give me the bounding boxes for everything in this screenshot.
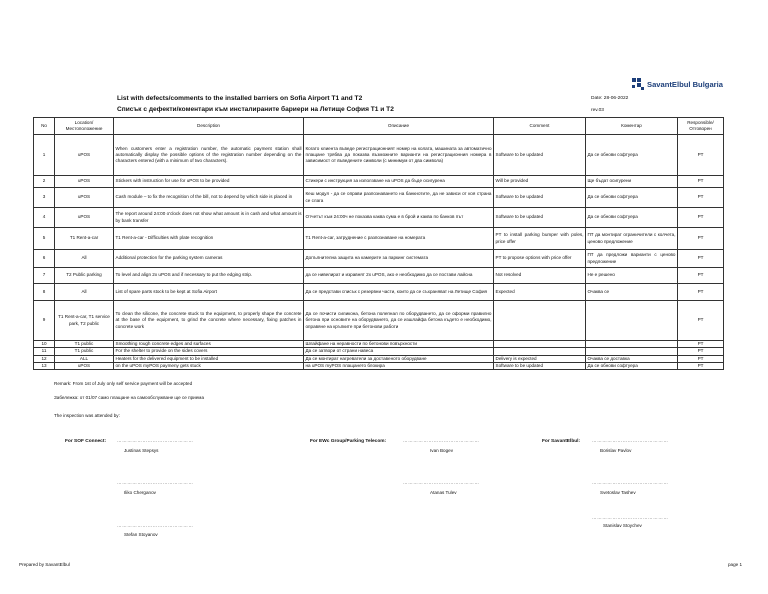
row-location: uPOS [55,188,114,208]
row-komentar: Ще бъдат осигурени [586,176,678,188]
document-title-en: List with defects/comments to the installed barriers on Sofia Airport T1 and T2 [117,95,363,102]
row-opisanie: T1 Rent-a-car, затруднение с разпознаване на номерата [304,228,494,250]
row-opisanie: Да се представи списък с резервни части, които да се съхраняват на Летище София [304,284,494,301]
column-header-opisanie: Описание [304,118,494,135]
row-responsible: PT [678,208,724,228]
row-description: Additional protection for the parking system cameras [114,250,304,268]
row-description: Smoothing rough concrete edges and surfaces [114,341,304,348]
signatory-name: Stefan Stoyanov [124,532,158,537]
row-responsible: PT [678,362,724,369]
row-location: uPOS [55,208,114,228]
row-comment: Delivery is expected [494,355,586,362]
row-opisanie: Да се затвори от страни навеса [304,348,494,355]
row-number: 11 [34,348,55,355]
signatory-name: Svetoslav Tashev [600,490,636,495]
table-row [34,362,724,369]
sof-connect-label: For SOF Connect: [65,439,107,444]
row-opisanie: Отчетът към 24:00ч не показва каква сума е в брой и каква по банков път [304,208,494,228]
signature-line: ……………………………………… [117,523,194,528]
signature-line: ……………………………………… [592,438,669,443]
signatory-name: Ivan Bogev [430,448,453,453]
row-responsible: PT [678,250,724,268]
row-comment [494,301,586,341]
row-number: 7 [34,268,55,284]
row-opisanie: Кеш модул - да се оправи разпознаването на банкнотите, да не зависи от коя страна се слага [304,188,494,208]
table-row [34,284,724,301]
table-row [34,341,724,348]
column-header-comment: Comment [494,118,586,135]
row-komentar [586,301,678,341]
signature-line: ……………………………………… [592,480,669,485]
row-number: 3 [34,188,55,208]
signatory-name: Stanislav Stoychev [603,523,642,528]
column-header-location: Location/ Местоположение [55,118,114,135]
table-row [34,135,724,176]
row-komentar: ПТ да предложи варианти с ценово предложение [586,250,678,268]
row-description: To level and align 2x uPOS and if necessary to put the edging strip. [114,268,304,284]
remark-en: Remark: From 1st of July only self service payment will be accepted [54,381,193,386]
row-number: 12 [34,355,55,362]
row-comment [494,348,586,355]
row-komentar: Не е решено [586,268,678,284]
row-number: 4 [34,208,55,228]
row-comment: Will be provided [494,176,586,188]
savantelbul-logo-icon [632,78,644,90]
table-row [34,208,724,228]
row-responsible: PT [678,348,724,355]
row-location: T1 Rent-a-car [55,228,114,250]
row-comment: Software to be updated [494,362,586,369]
row-responsible: PT [678,341,724,348]
column-header-no: No [34,118,55,135]
row-komentar: Очаква се доставка [586,355,678,362]
row-comment: Software to be updated [494,208,586,228]
signature-line: ……………………………………… [403,480,480,485]
row-opisanie: Когато клиента въведе регистрационният номер на колата, машината за автоматично плащане трябва да показва възможните варианти на регистрационния номера в зависимост от въведените символи (с минимум от два символа) [304,135,494,176]
row-location: All [55,250,114,268]
table-row [34,348,724,355]
signatory-name: Borislav Pavlov [600,448,632,453]
row-location: uPOS [55,176,114,188]
row-comment: PT to install parking bumper with poles, price offer [494,228,586,250]
row-responsible: PT [678,301,724,341]
row-responsible: PT [678,268,724,284]
table-header-row [34,118,724,135]
ewc-group-label: For EWc Group/Parking Telecom: [310,439,387,444]
row-opisanie: Стикери с инструкция за използване на uPOS да бъде осигурена [304,176,494,188]
signatory-name: Justinas Stepsys [124,448,159,453]
row-opisanie: Шлайфане на неравности по бетонови повърхности [304,341,494,348]
column-header-description: Description [114,118,304,135]
row-opisanie: Да се монтират нагреватели за доставеното оборудване [304,355,494,362]
row-comment: Expected [494,284,586,301]
row-location: T1 Rent-a-car, T1 service park, T2 public [55,301,114,341]
row-comment: Not resolved [494,268,586,284]
defects-table [33,117,724,370]
row-location: uPOS [55,362,114,369]
row-location: ALL [55,355,114,362]
signature-line: ……………………………………… [592,515,669,520]
row-responsible: PT [678,355,724,362]
row-komentar: Да се обнови софтуера [586,135,678,176]
signatory-name: Iliko Cherganov [124,490,156,495]
row-description: Heaters for the delivered equipment to be installed [114,355,304,362]
column-header-komentar: Коментар [586,118,678,135]
row-comment: Software to be updated [494,135,586,176]
column-header-responsible: Responsible/ Отговорен [678,118,724,135]
row-location: All [55,284,114,301]
row-number: 5 [34,228,55,250]
signature-line: ……………………………………… [117,438,194,443]
row-komentar: Да се обнови софтуера [586,188,678,208]
row-comment: PT to propose options with price offer [494,250,586,268]
row-number: 2 [34,176,55,188]
signature-line: ……………………………………… [403,438,480,443]
row-opisanie: на uPOS myPOS плащането блокира [304,362,494,369]
row-number: 9 [34,301,55,341]
row-description: When customers enter a registration number, the automatic payment station shall automatically display the possible options of the registration number depending on the characters entered (with a minimum of two characters). [114,135,304,176]
row-responsible: PT [678,188,724,208]
row-opisanie: да се нивелират и изравнят 2х uPOS, ако е необходимо да се постави лайсна [304,268,494,284]
document-date: Date: 28-06-2022 [591,96,629,101]
table-row [34,188,724,208]
row-opisanie: Допълнителна защита на камерите за паркинг системата [304,250,494,268]
row-description: For the shelter to provide on the sides covers [114,348,304,355]
row-responsible: PT [678,284,724,301]
row-komentar: Да се обнови софтуера [586,362,678,369]
table-row [34,301,724,341]
row-responsible: PT [678,228,724,250]
row-responsible: PT [678,176,724,188]
logo-text: SavantElbul Bulgaria [647,79,723,89]
row-description: on the uPOS myPOS paymeny gets stuck [114,362,304,369]
row-location: uPOS [55,135,114,176]
table-row [34,355,724,362]
row-description: Stickers with instruction for use for uPOS to be provided [114,176,304,188]
row-komentar [586,341,678,348]
row-description: The report around 24:00 o'clock does not show what amount is in cash and what amount is by bank transfer [114,208,304,228]
footer-page-number: page 1 [728,562,743,567]
row-number: 6 [34,250,55,268]
table-row [34,268,724,284]
signature-line: ……………………………………… [117,480,194,485]
row-responsible: PT [678,135,724,176]
row-komentar: Да се обнови софтуера [586,208,678,228]
row-location: T2 Public parking [55,268,114,284]
row-opisanie: Да се почисти силикона, бетона полепнал по оборудването, да се оформи правилно бетона при основите на оборудването, да се изшлайфа бетона където е необходимо, оправяне на кръпките при бетонови работи [304,301,494,341]
row-comment [494,341,586,348]
table-row [34,250,724,268]
row-description: Cash module – to fix the recognition of the bill, not to depend by which side is placed in [114,188,304,208]
row-number: 13 [34,362,55,369]
savantelbul-label: For SavantElbul: [542,439,581,444]
row-location: T1 public [55,348,114,355]
table-row [34,176,724,188]
row-komentar [586,348,678,355]
remark-bg: Забележка: от 01/07 само плащане на самообслужване ще се приема [54,395,204,400]
row-description: List of spare parts stock to be kept at Sofia Airport [114,284,304,301]
document-title-bg: Списък с дефекти/коментари към инсталираните бариери на Летище София Т1 и Т2 [117,106,394,113]
row-komentar: Очаква се [586,284,678,301]
document-revision: rev.03 [591,108,604,113]
row-number: 8 [34,284,55,301]
footer-prepared-by: Prepared by SavantElbul [19,562,70,567]
row-komentar: ПТ да монтират ограничители с колчета, ценово предложение [586,228,678,250]
row-location: T1 public [55,341,114,348]
row-number: 1 [34,135,55,176]
company-logo [632,78,723,90]
row-comment: Software to be updated [494,188,586,208]
table-row [34,228,724,250]
attendance-note: The inspection was attended by: [54,413,120,418]
row-description: To clean the silicone, the concrete stuck to the equipment, to properly shape the concrete at the base of the equipment, to grind the concrete where necessary, fixing patches in concrete work [114,301,304,341]
row-number: 10 [34,341,55,348]
row-description: T1 Rent-a-car - Difficulties with plate recognition [114,228,304,250]
signatory-name: Atanas Tulev [430,490,457,495]
